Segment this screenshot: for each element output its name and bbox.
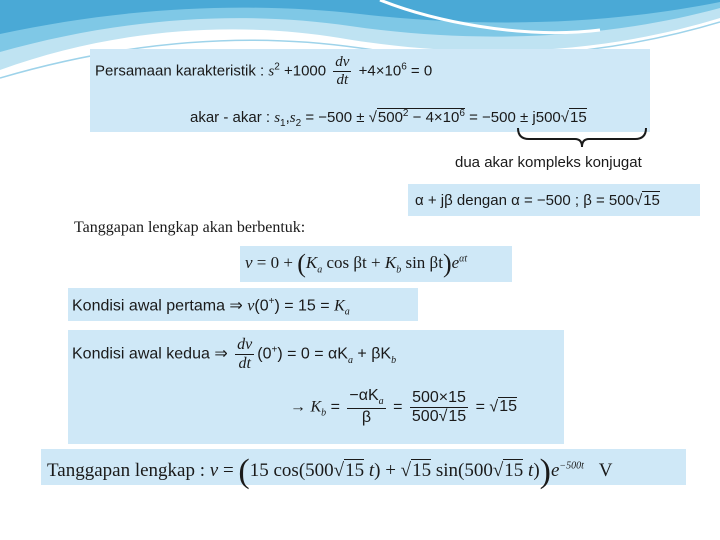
second-condition-equation: Kondisi awal kedua ⇒ $\frac{dv}{dt}$ $(0^+) = 0 = \alpha K_a + \beta K_b$ xyxy=(72,336,397,372)
second-condition-box xyxy=(68,330,564,444)
characteristic-equation-box xyxy=(90,49,650,132)
characteristic-equation: Persamaan karakteristik : $s^2 +1000$ $\frac{dv}{dt}$ $+4\times 10^6 = 0$ xyxy=(95,54,433,88)
alpha-beta-equation: α + jβ dengan α = −500 ; β = 500√15 xyxy=(415,192,660,209)
brace-icon xyxy=(515,125,650,151)
first-condition-box xyxy=(68,288,418,321)
response-form-equation: $v = 0 + (K_a$ $\cos \beta t + K_b$ $\sin \beta t)e^{\alpha t}$ xyxy=(245,249,468,278)
first-condition-equation: Kondisi awal pertama ⇒ $v(0^+) = 15 = K_a$ xyxy=(72,296,350,318)
characteristic-label: Persamaan karakteristik : xyxy=(95,62,265,80)
response-form-box xyxy=(240,246,512,282)
final-response-label: Tanggapan lengkap : xyxy=(47,460,206,481)
second-condition-label: Kondisi awal kedua ⇒ xyxy=(72,345,228,363)
intro-text: Tanggapan lengkap akan berbentuk: xyxy=(74,219,306,236)
final-response-equation: Tanggapan lengkap : v = (15 cos(500√15 t) + √15 sin(500√15 $t))e^{-500t}$ V xyxy=(47,453,613,490)
roots-equation: akar - akar : $s_1,s_2 = -500 \pm √500^2 - 4\times 10^6 = -500 \pm j500√15$ xyxy=(190,108,587,129)
first-condition-label: Kondisi awal pertama ⇒ xyxy=(72,297,243,315)
alpha-beta-box xyxy=(408,184,700,216)
kb-equation: → $K_b$ = $\frac{-\alpha K_a}{\beta}$ = $\frac{500\times 15}{500√15}$ = √15 xyxy=(290,387,517,427)
roots-label: akar - akar : xyxy=(190,109,271,126)
final-response-box xyxy=(41,449,686,490)
complex-roots-note: dua akar kompleks konjugat xyxy=(455,154,642,171)
